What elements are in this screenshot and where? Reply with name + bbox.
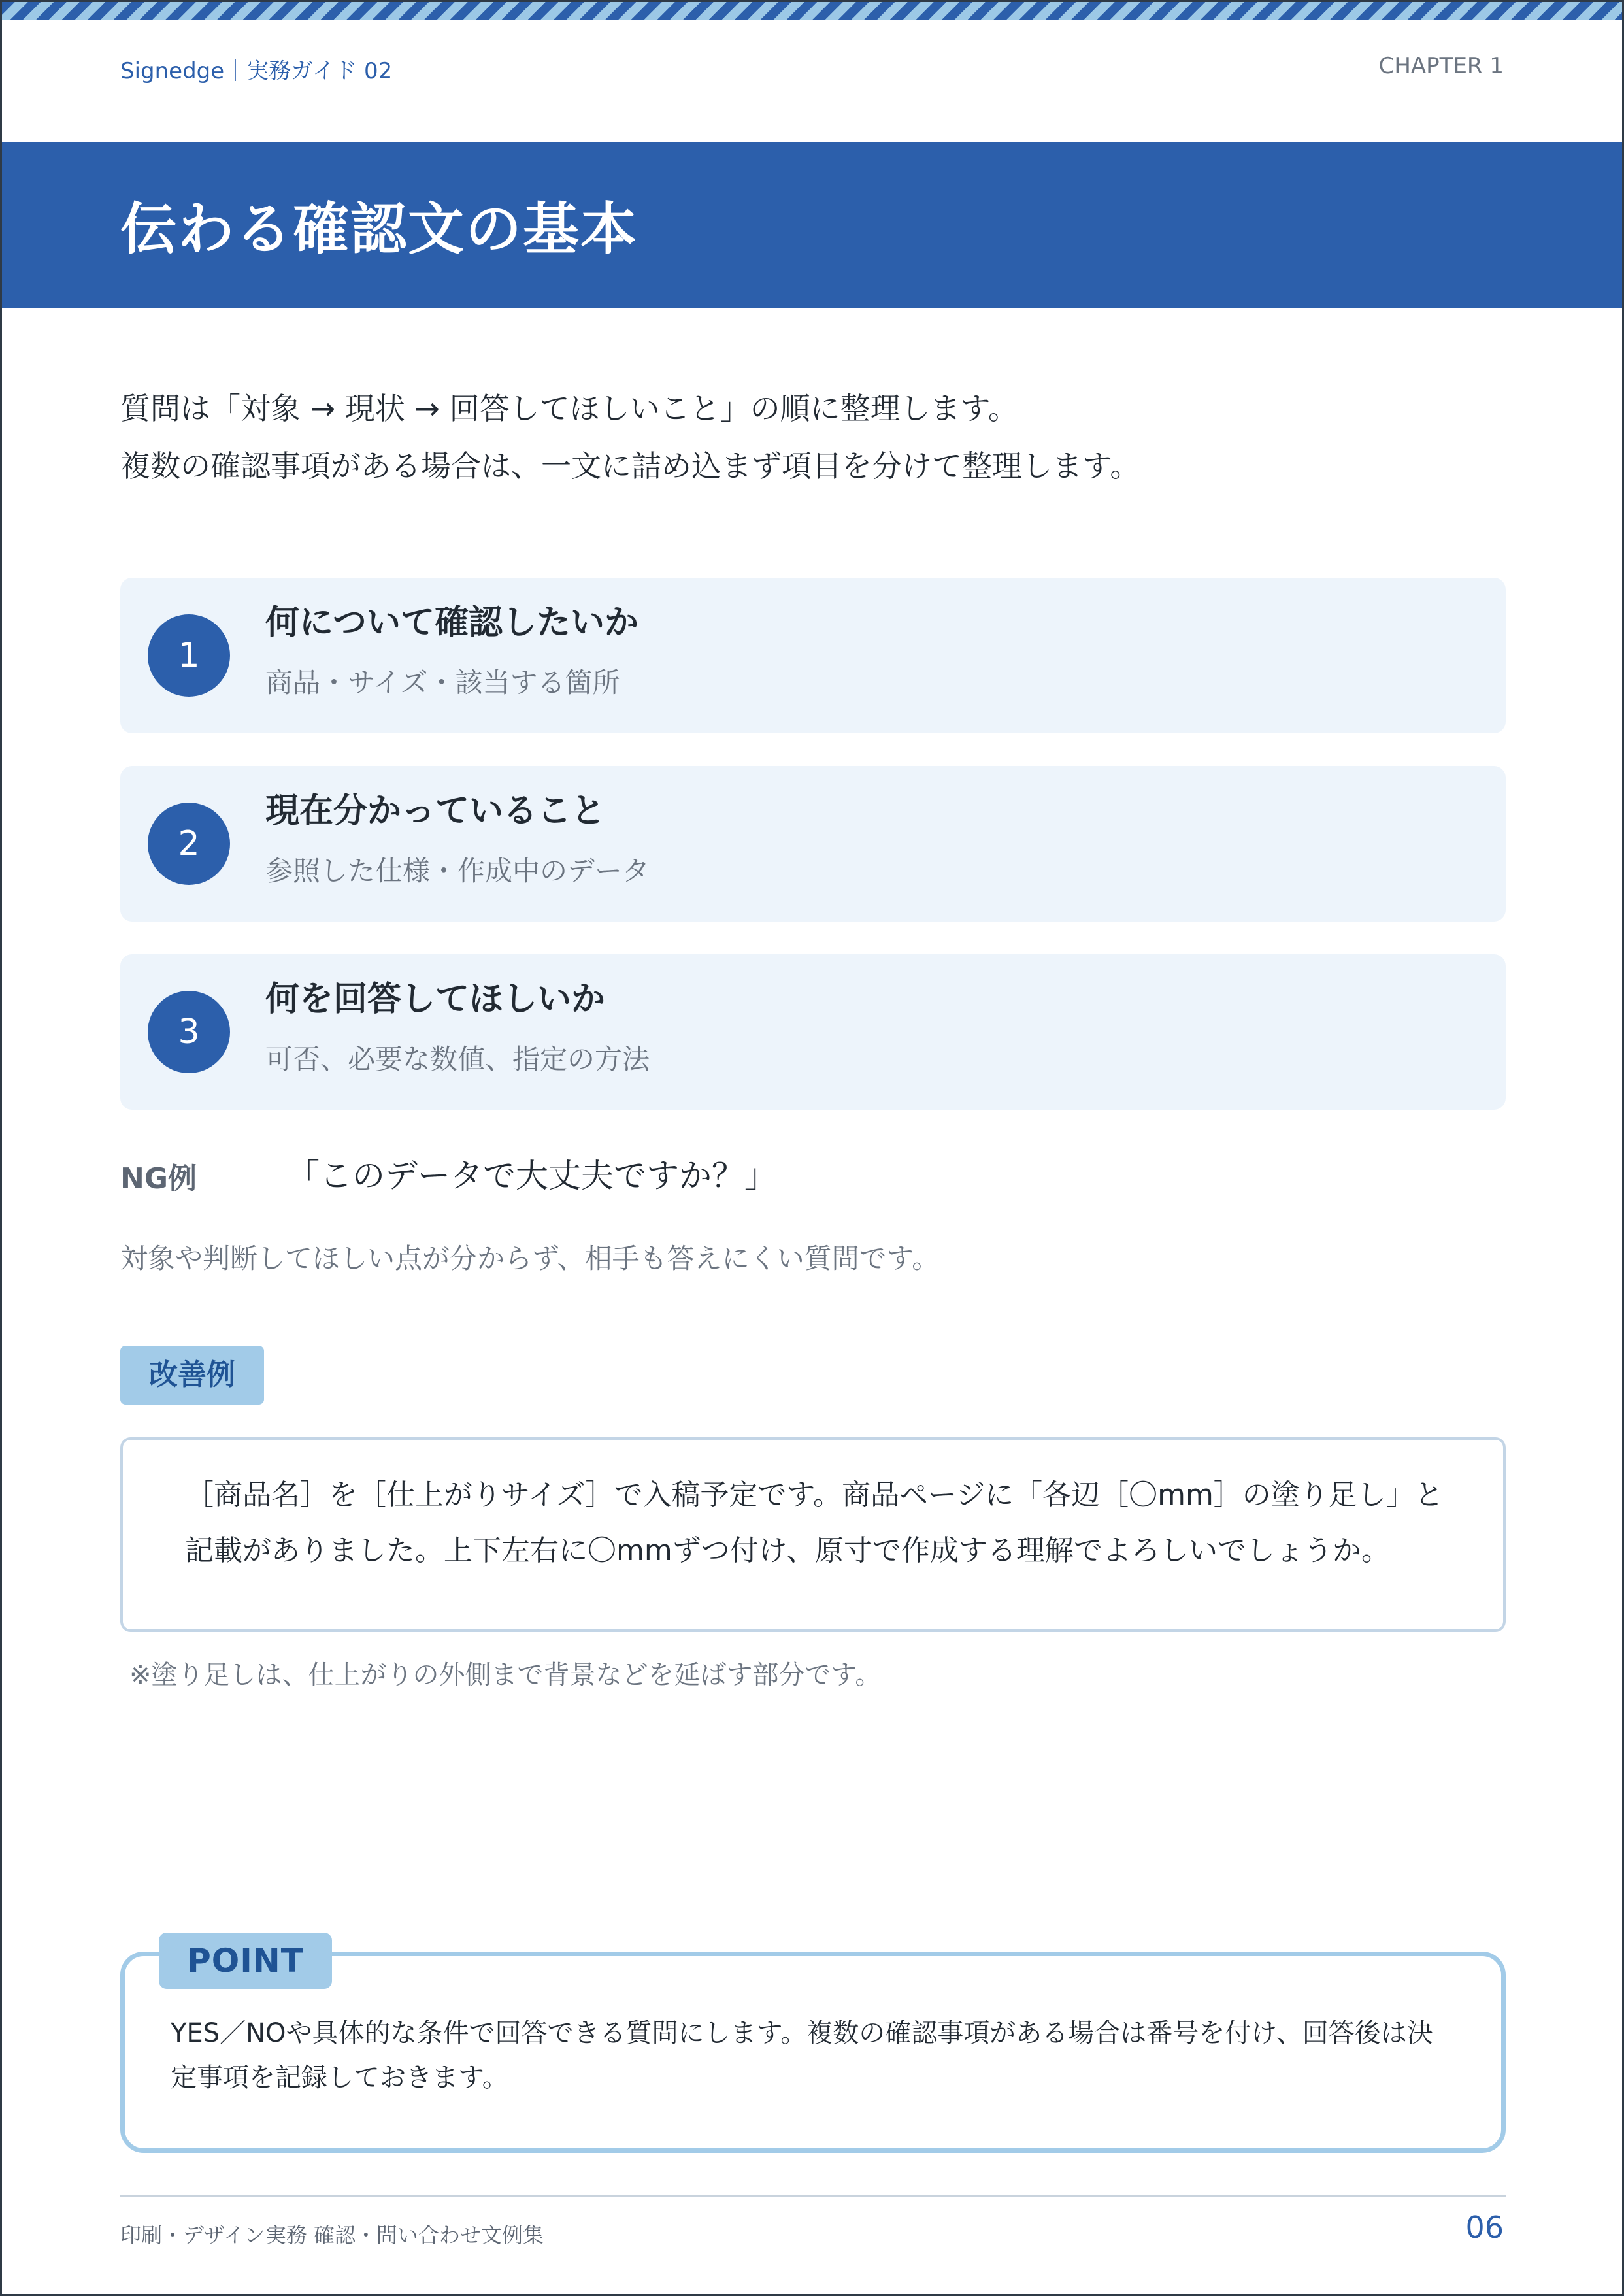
ng-example-label: NG例: [120, 1162, 197, 1195]
ng-example-text: 「このデータで大丈夫ですか？」: [287, 1157, 777, 1195]
footer-publication-title: 印刷・デザイン実務 確認・問い合わせ文例集: [120, 2223, 544, 2248]
page-number: 06: [1465, 2210, 1504, 2245]
step-number-badge: 2: [148, 803, 230, 885]
step-title: 何について確認したいか: [265, 603, 638, 642]
step-subtitle: 参照した仕様・作成中のデータ: [265, 855, 650, 887]
point-label-tab: POINT: [159, 1933, 332, 1989]
improved-example-badge: 改善例: [120, 1346, 264, 1405]
step-subtitle: 商品・サイズ・該当する箇所: [265, 667, 620, 699]
improved-example-text: ［商品名］を［仕上がりサイズ］で入稿予定です。商品ページに「各辺［〇mm］の塗り足し」と記載がありました。上下左右に〇mmずつ付け、原寸で作成する理解でよろしいでしょうか。: [185, 1478, 1444, 1567]
point-text: YES／NOや具体的な条件で回答できる質問にします。複数の確認事項がある場合は番号を付け、回答後は決定事項を記録しておきます。: [171, 2018, 1433, 2093]
step-number-badge: 1: [148, 614, 230, 697]
header-series-label: Signedge｜実務ガイド 02: [120, 58, 393, 84]
intro-line: 複数の確認事項がある場合は、一文に詰め込まず項目を分けて整理します。: [120, 448, 1140, 484]
step-title: 何を回答してほしいか: [265, 980, 606, 1019]
intro-line: 質問は「対象 → 現状 → 回答してほしいこと」の順に整理します。: [120, 391, 1018, 426]
top-stripe-decoration: [2, 2, 1622, 20]
step-card-2: [120, 766, 1506, 922]
ng-example-note: 対象や判断してほしい点が分からず、相手も答えにくい質問です。: [120, 1242, 940, 1274]
footer-divider: [120, 2195, 1506, 2197]
intro-text: [120, 380, 1506, 495]
step-card-1: [120, 578, 1506, 733]
step-number-badge: 3: [148, 991, 230, 1073]
bleed-footnote: ※塗り足しは、仕上がりの外側まで背景などを延ばす部分です。: [129, 1660, 882, 1690]
step-card-3: [120, 954, 1506, 1110]
improved-example-box: [120, 1437, 1506, 1632]
step-title: 現在分かっていること: [265, 791, 606, 831]
page-title: 伝わる確認文の基本: [120, 197, 638, 262]
header-chapter-label: CHAPTER 1: [1378, 53, 1504, 79]
step-subtitle: 可否、必要な数値、指定の方法: [265, 1043, 650, 1075]
title-band: [2, 142, 1622, 308]
